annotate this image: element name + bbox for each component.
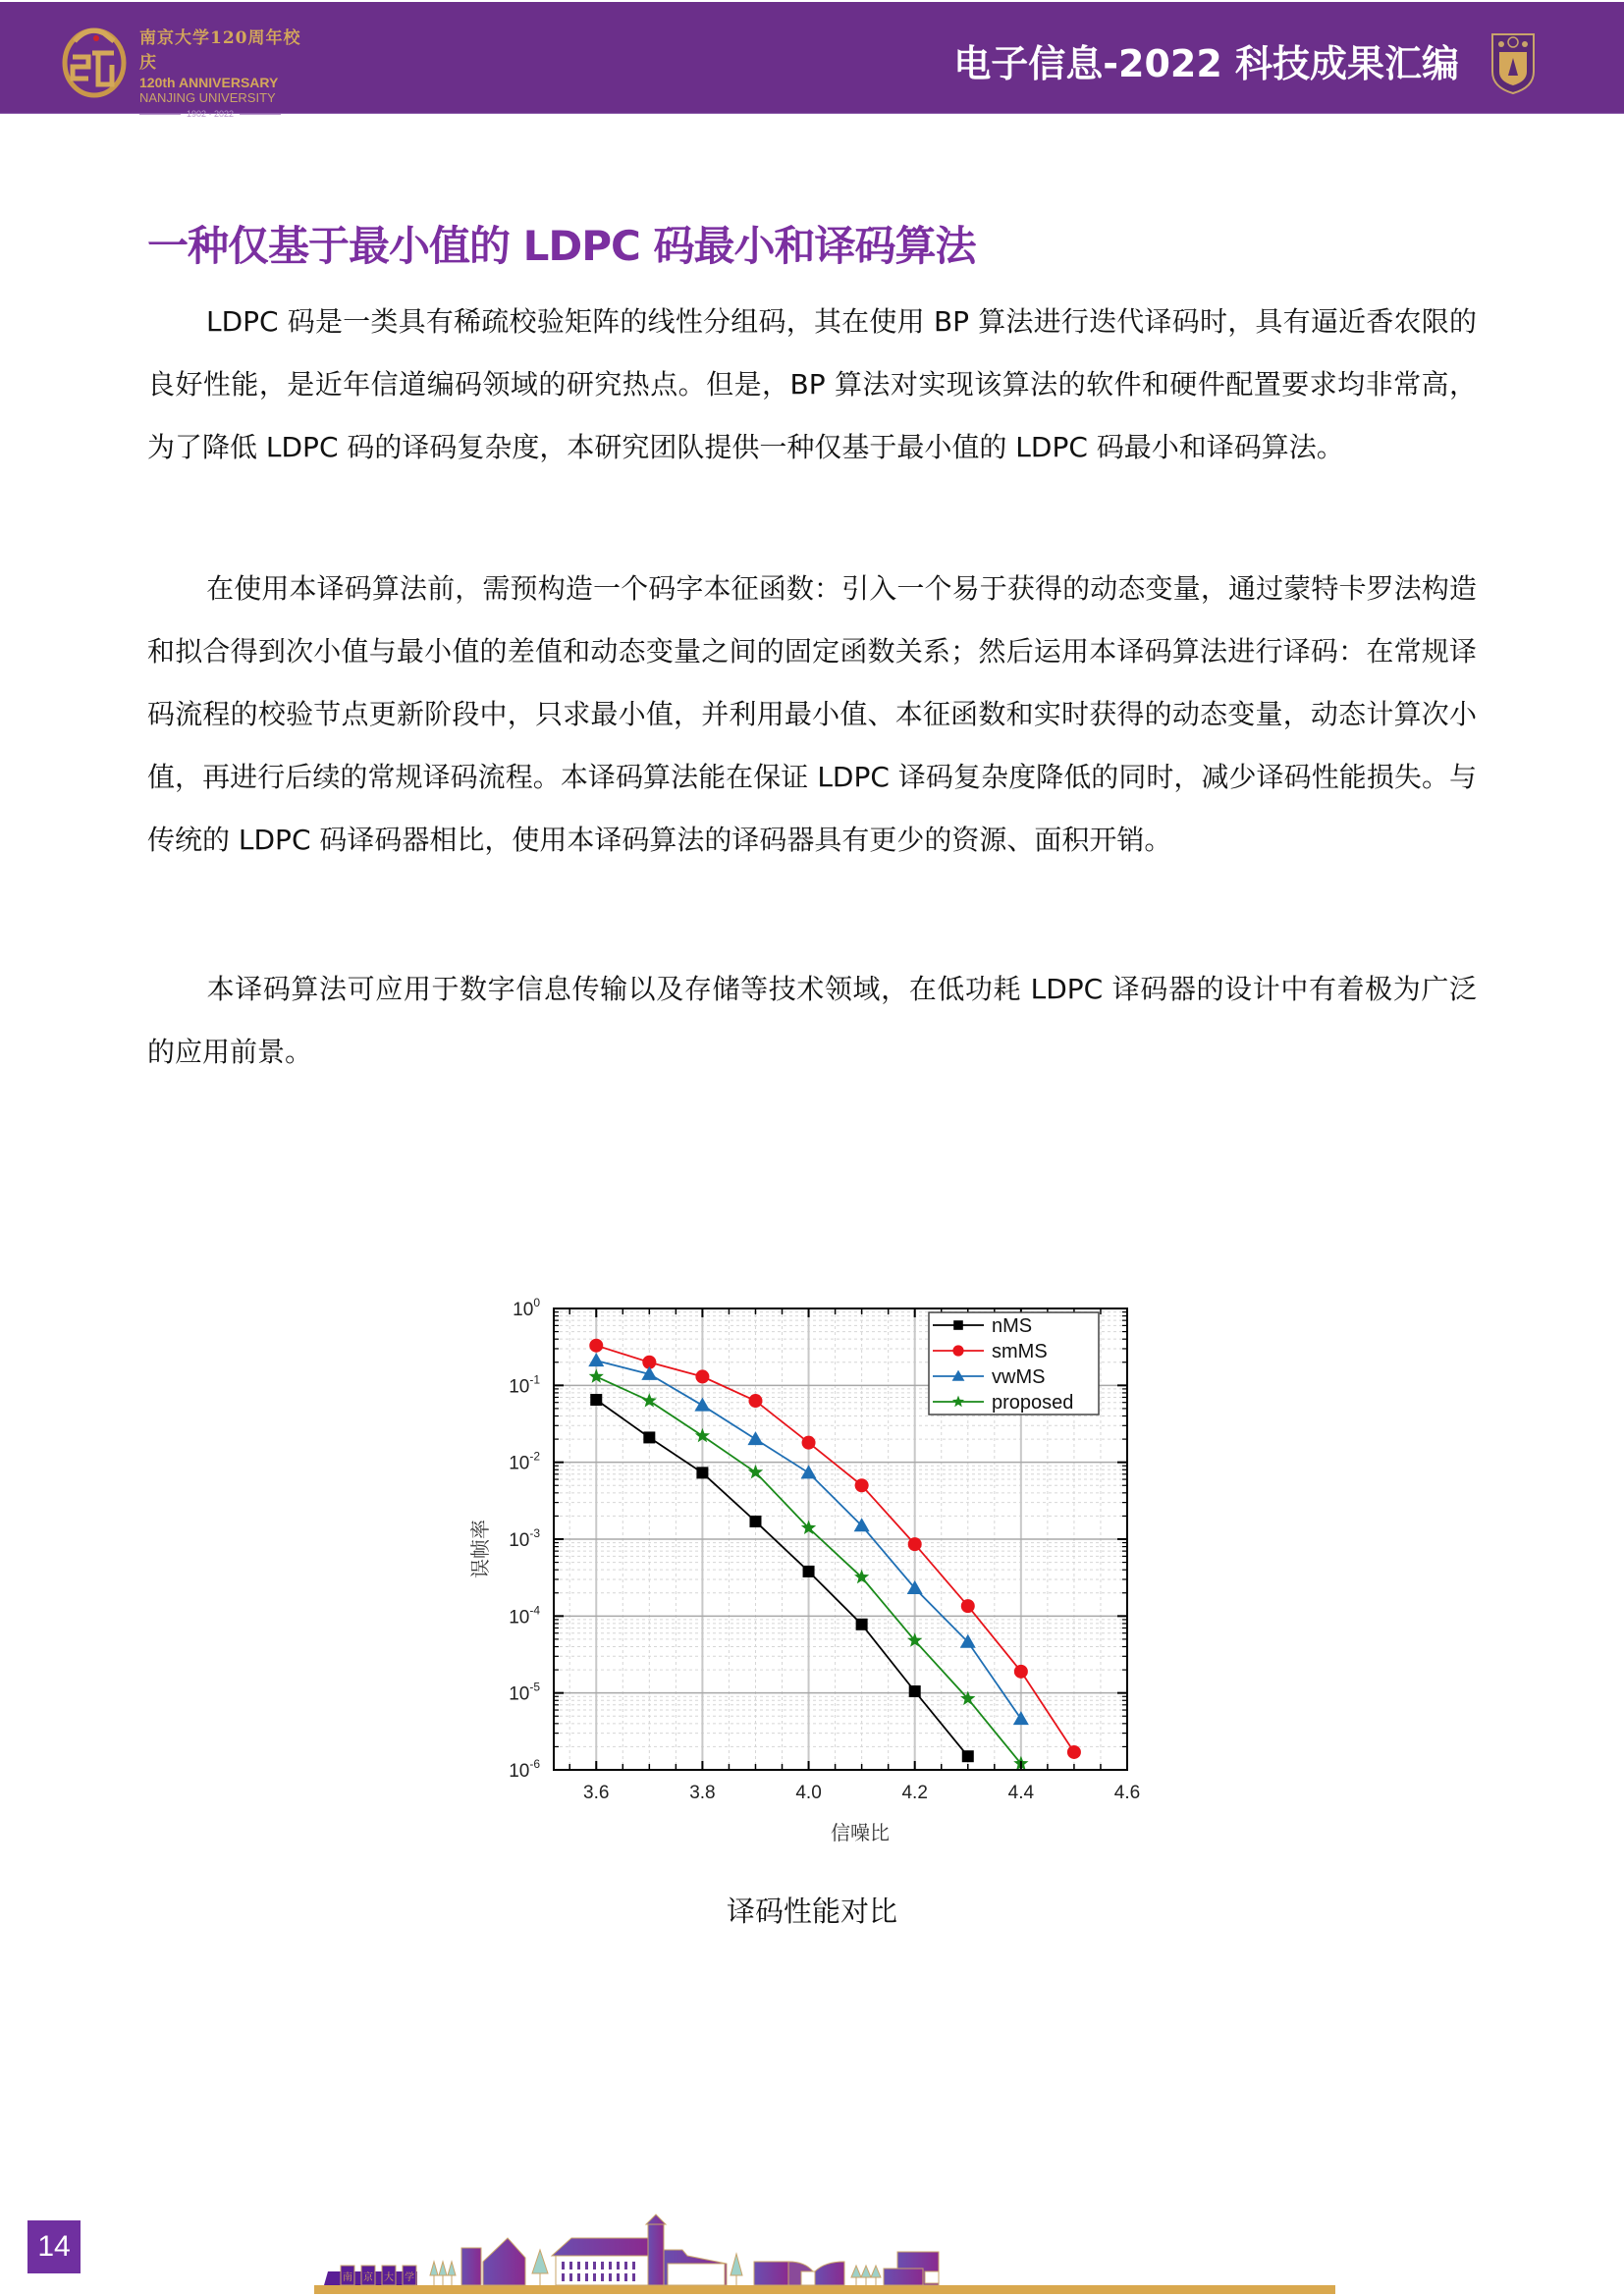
circle-marker bbox=[908, 1537, 922, 1551]
x-axis-label: 信噪比 bbox=[831, 1821, 890, 1844]
logo-university-text: NANJING UNIVERSITY bbox=[139, 90, 276, 105]
circle-marker bbox=[748, 1394, 762, 1408]
x-tick-label: 3.8 bbox=[689, 1783, 716, 1803]
y-tick-label: $10^0$ bbox=[513, 1296, 540, 1320]
x-tick-label: 4.2 bbox=[901, 1783, 928, 1803]
article-title: 一种仅基于最小值的 LDPC 码最小和译码算法 bbox=[147, 222, 976, 270]
paragraph-3-text: 本译码算法可应用于数字信息传输以及存储等技术领域，在低功耗 LDPC 译码器的设计中有着极为广泛的应用前景。 bbox=[147, 973, 1477, 1068]
square-marker bbox=[696, 1467, 708, 1478]
publication-title: 电子信息-2022 科技成果汇编 bbox=[953, 42, 1459, 85]
triangle-marker bbox=[694, 1398, 710, 1412]
square-marker bbox=[909, 1685, 921, 1697]
logo-years bbox=[139, 109, 314, 119]
legend-label: vwMS bbox=[992, 1366, 1046, 1388]
square-marker bbox=[749, 1516, 761, 1527]
x-tick-label: 4.6 bbox=[1113, 1783, 1141, 1803]
legend-label: proposed bbox=[992, 1392, 1074, 1414]
triangle-marker bbox=[801, 1465, 817, 1478]
square-marker bbox=[856, 1619, 868, 1630]
square-marker bbox=[590, 1394, 602, 1406]
skyline-text: 南京大学 bbox=[343, 2272, 425, 2283]
x-tick-label: 4.4 bbox=[1007, 1783, 1035, 1803]
paragraph-1-text: LDPC 码是一类具有稀疏校验矩阵的线性分组码，其在使用 BP 算法进行迭代译码时，具有逼近香农限的良好性能，是近年信道编码领域的研究热点。但是，BP 算法对实现该算法的软件和硬件配置要求均非常高，为了降低 LDPC 码的译码复杂度，本研究团队提供一种仅基于最小值的 LDPC 码最小和译码算法。 bbox=[147, 305, 1477, 463]
paragraph-2-text: 在使用本译码算法前，需预构造一个码字本征函数：引入一个易于获得的动态变量，通过蒙特卡罗法构造和拟合得到次小值与最小值的差值和动态变量之间的固定函数关系；然后运用本译码算法进行译码：在常规译码流程的校验节点更新阶段中，只求最小值，并利用最小值、本征函数和实时获得的动态变量，动态计算次小值，再进行后续的常规译码流程。本译码算法能在保证 LDPC 译码复杂度降低的同时，减少译码性能损失。与传统的 LDPC 码译码器相比，使用本译码算法的译码器具有更少的资源、面积开销。 bbox=[147, 572, 1477, 856]
circle-marker bbox=[802, 1436, 816, 1450]
page-number: 14 bbox=[27, 2220, 81, 2273]
square-marker bbox=[953, 1320, 963, 1330]
performance-chart bbox=[452, 1286, 1159, 1855]
triangle-marker bbox=[588, 1353, 604, 1366]
paragraph-3 bbox=[147, 958, 1477, 1084]
figure-caption: 译码性能对比 bbox=[726, 1895, 897, 1928]
logo-years-text: 1902 - 2022 bbox=[187, 109, 235, 119]
legend-label: nMS bbox=[992, 1315, 1033, 1337]
x-tick-labels bbox=[583, 1783, 1140, 1803]
y-tick-label: $10^{-3}$ bbox=[509, 1526, 540, 1551]
triangle-marker bbox=[1013, 1711, 1029, 1725]
y-tick-label: $10^{-2}$ bbox=[509, 1449, 540, 1474]
divider bbox=[139, 114, 181, 115]
anniversary-seal-icon bbox=[59, 22, 130, 98]
triangle-marker bbox=[747, 1431, 763, 1445]
chart-legend bbox=[929, 1312, 1099, 1415]
square-marker bbox=[803, 1566, 815, 1577]
logo-anniversary-text: 120th ANNIVERSARY bbox=[139, 75, 279, 90]
circle-marker bbox=[1014, 1665, 1028, 1679]
circle-marker bbox=[952, 1345, 963, 1356]
y-tick-label: $10^{-1}$ bbox=[509, 1372, 540, 1398]
paragraph-2 bbox=[147, 558, 1477, 872]
y-axis-label: 误帧率 bbox=[468, 1520, 492, 1578]
paragraph-1 bbox=[147, 291, 1477, 479]
y-tick-label: $10^{-4}$ bbox=[509, 1603, 540, 1629]
logo-chinese-text: 南京大学120周年校庆 bbox=[139, 28, 301, 73]
y-tick-labels bbox=[509, 1296, 540, 1782]
x-tick-label: 4.0 bbox=[795, 1783, 822, 1803]
x-tick-label: 3.6 bbox=[583, 1783, 610, 1803]
y-tick-label: $10^{-5}$ bbox=[509, 1680, 540, 1705]
circle-marker bbox=[1067, 1745, 1081, 1759]
series-nMS bbox=[590, 1394, 974, 1762]
anniversary-logo bbox=[59, 20, 314, 119]
y-tick-label: $10^{-6}$ bbox=[509, 1757, 540, 1782]
campus-skyline-icon bbox=[314, 2187, 1345, 2296]
circle-marker bbox=[961, 1599, 975, 1613]
circle-marker bbox=[695, 1369, 709, 1383]
square-marker bbox=[643, 1431, 655, 1443]
university-emblem-icon bbox=[1489, 28, 1537, 95]
page-header bbox=[0, 2, 1624, 119]
square-marker bbox=[962, 1750, 974, 1762]
series-line bbox=[596, 1400, 968, 1756]
circle-marker bbox=[855, 1478, 869, 1492]
divider bbox=[240, 114, 281, 115]
circle-marker bbox=[589, 1339, 603, 1353]
legend-label: smMS bbox=[992, 1341, 1048, 1362]
